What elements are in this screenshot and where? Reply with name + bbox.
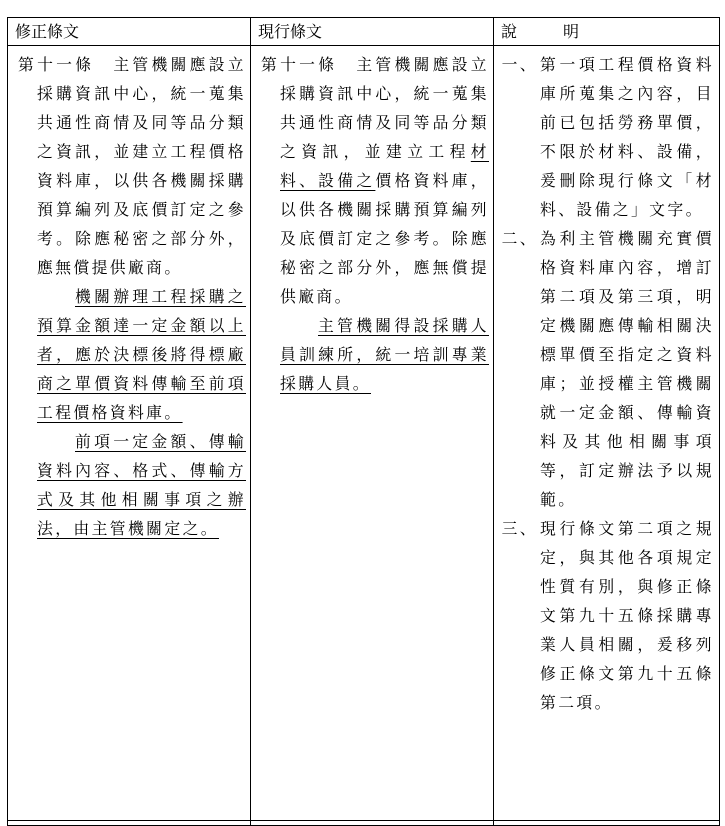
notes-cell xyxy=(494,46,720,821)
revised-cell xyxy=(8,46,251,821)
note-number: 二、 xyxy=(501,229,538,248)
revised-article-para-1: 第十一條 主管機關應設立採購資訊中心，統一蒐集共通性商情及同等品分類之資訊，並建立工程價格資料庫，以供各機關採購預算編列及底價訂定之參考。除應秘密之部分外，應無償提供廠商。 xyxy=(18,55,246,277)
current-para-1-b: 價格資料庫，以供各機關採購預算編列及底價訂定之參考。除應秘密之部分外，應無償提供廠商。 xyxy=(280,171,489,306)
revised-para-2-text: 機關辦理工程採購之預算金額達一定金額以上者，應於決標後將得標廠商之單價資料傳輸至前項工程價格資料庫。 xyxy=(37,287,246,422)
header-notes-char-2: 明 xyxy=(563,22,580,41)
note-item xyxy=(494,514,714,717)
header-current: 現行條文 xyxy=(251,18,494,46)
current-cell xyxy=(251,46,494,821)
current-para-1-underlined: 材料、設備之 xyxy=(280,142,489,190)
revised-article-para-2 xyxy=(8,282,250,427)
comparison-table xyxy=(7,17,720,826)
current-article-para-1 xyxy=(251,50,493,311)
table-bottom-row xyxy=(8,821,720,826)
header-revised: 修正條文 xyxy=(8,18,251,46)
header-notes xyxy=(494,18,720,46)
note-number: 三、 xyxy=(501,519,538,538)
note-text: 第一項工程價格資料庫所蒐集之內容，目前已包括勞務單價，不限於材料、設備，爰刪除現行條文「材料、設備之」文字。 xyxy=(540,55,714,219)
header-row xyxy=(8,18,720,46)
note-text: 現行條文第二項之規定，與其他各項規定性質有別，與修正條文第九十五條採購專業人員相關，爰移列修正條文第九十五條第二項。 xyxy=(540,519,714,712)
note-item xyxy=(494,224,714,514)
note-item xyxy=(494,50,714,224)
notes-cell-tail xyxy=(494,821,720,826)
revised-para-3-text: 前項一定金額、傳輸資料內容、格式、傳輸方式及其他相關事項之辦法，由主管機關定之。 xyxy=(37,432,246,538)
revised-article-para-3 xyxy=(8,427,250,543)
notes-list xyxy=(494,50,719,717)
current-article-para-2 xyxy=(251,311,493,398)
current-para-2-text: 主管機關得設採購人員訓練所，統一培訓專業採購人員。 xyxy=(280,316,489,393)
header-notes-char-1: 說 xyxy=(501,22,518,41)
current-para-1-a: 第十一條 主管機關應設立採購資訊中心，統一蒐集共通性商情及同等品分類之資訊，並建立工程 xyxy=(261,55,489,161)
note-number: 一、 xyxy=(501,55,538,74)
content-row xyxy=(8,46,720,821)
revised-cell-tail xyxy=(8,821,251,826)
current-cell-tail xyxy=(251,821,494,826)
note-text: 為利主管機關充實價格資料庫內容，增訂第二項及第三項，明定機關應傳輸相關決標單價至指定之資料庫；並授權主管機關就一定金額、傳輸資料及其他相關事項等，訂定辦法予以規範。 xyxy=(540,229,714,509)
